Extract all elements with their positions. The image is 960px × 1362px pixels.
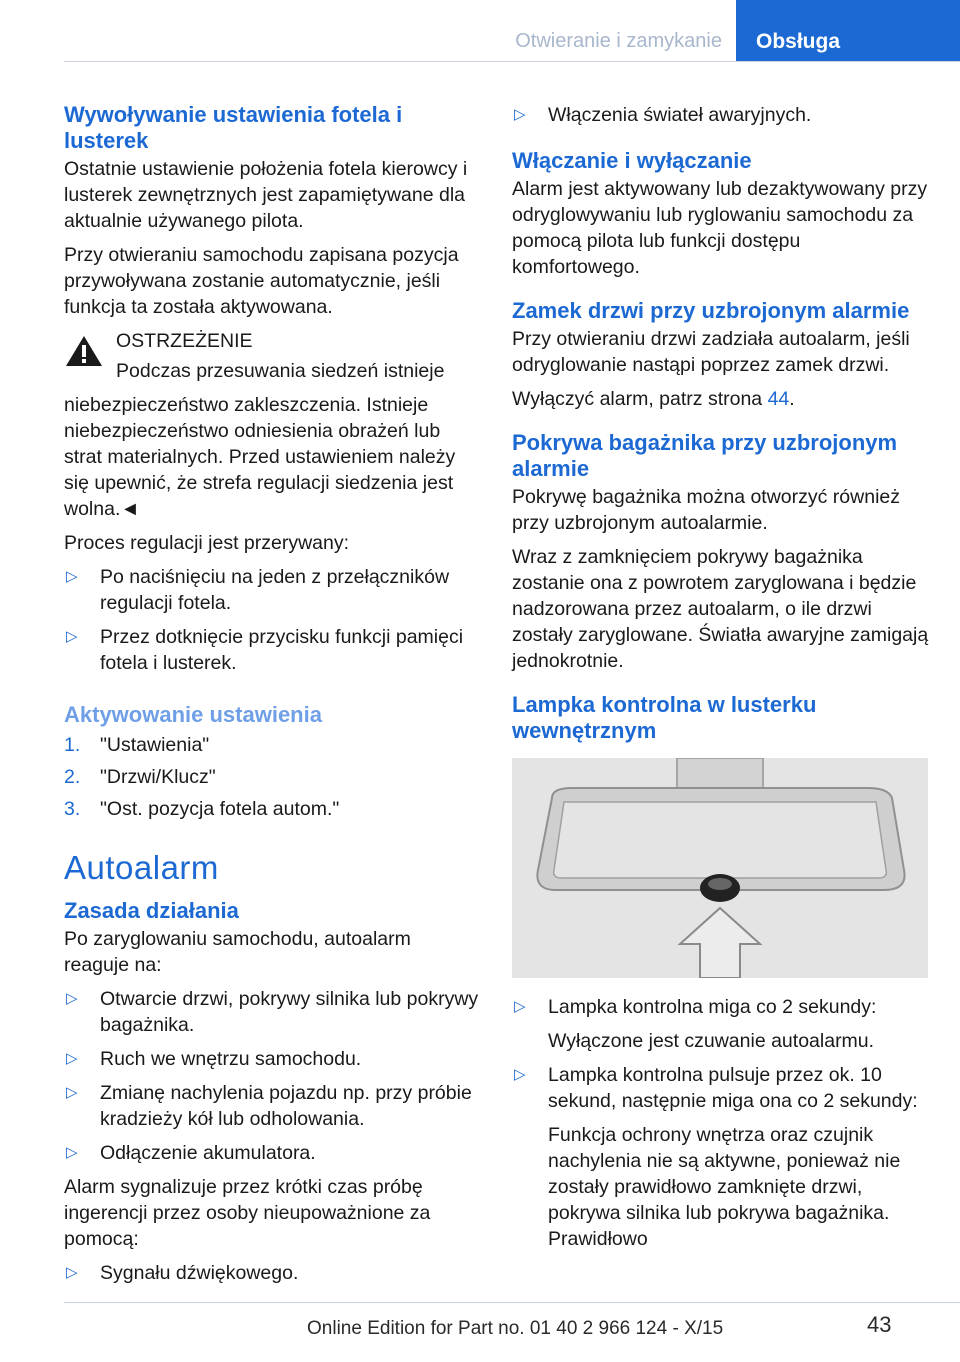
page-number: 43 <box>867 1312 892 1337</box>
left-column <box>64 102 480 1294</box>
mirror-illustration <box>512 758 928 978</box>
warning-text: niebezpieczeństwo zakleszczenia. Istnieje niebezpieczeństwo odniesienia obrażeń lub strat materialnych. Przed ustawieniem należy się upewnić, że strefa regulacji siedzenia jest wolna.◄ <box>64 394 456 520</box>
bullet-icon: ▷ <box>66 1084 78 1101</box>
paragraph: Wyłączyć alarm, patrz strona 44. <box>512 388 795 410</box>
paragraph: Alarm jest aktywowany lub dezaktywowany przy odryglowywaniu lub ryglowaniu samochodu za pomocą pilota lub funkcji dostępu komfortowego. <box>512 178 928 278</box>
right-column <box>512 102 932 1260</box>
list-item: ▷ Odłączenie akumulatora. <box>66 1142 316 1164</box>
paragraph: Po zaryglowaniu samochodu, autoalarm reaguje na: <box>64 928 411 976</box>
section-title: Otwieranie i zamykanie <box>515 30 722 52</box>
chapter-heading-alarm: Autoalarm <box>64 849 219 886</box>
warning-box <box>64 328 480 384</box>
warning-triangle-icon <box>64 334 104 368</box>
edition-text: Online Edition for Part no. 01 40 2 966 124 - X/15 <box>307 1318 724 1339</box>
list-item: 1. "Ustawienia" <box>64 734 210 756</box>
list-item: ▷ Otwarcie drzwi, pokrywy silnika lub pokrywy bagażnika. <box>66 988 479 1036</box>
bullet-icon: ▷ <box>514 1066 526 1083</box>
paragraph: Proces regulacji jest przerywany: <box>64 532 350 554</box>
bullet-icon: ▷ <box>514 106 526 123</box>
list-item: ▷ Włączenia świateł awaryjnych. <box>514 104 812 126</box>
paragraph: Wyłączone jest czuwanie autoalarmu. <box>548 1030 875 1052</box>
heading-indicator-lamp: Lampka kontrolna w lusterku wewnętrznym <box>512 692 817 743</box>
heading-recall-settings: Wywoływanie ustawienia fotela i lusterek <box>64 102 403 153</box>
paragraph: Przy otwieraniu samochodu zapisana pozycja przywoływana zostanie automatycznie, jeśli funkcja ta została aktywowana. <box>64 244 459 318</box>
list-item: ▷ Zmianę nachylenia pojazdu np. przy próbie kradzieży kół lub odholowania. <box>66 1082 472 1130</box>
paragraph: Ostatnie ustawienie położenia fotela kierowcy i lusterek zewnętrznych jest zapamiętywane dla aktualnie używanego pilota. <box>64 158 468 232</box>
footer-rule <box>64 1302 960 1303</box>
bullet-icon: ▷ <box>66 1264 78 1281</box>
list-item: ▷ Przez dotknięcie przycisku funkcji pamięci fotela i lusterek. <box>66 626 464 674</box>
list-item: 2. "Drzwi/Klucz" <box>64 766 216 788</box>
heading-trunk-lid: Pokrywa bagażnika przy uzbrojonym alarmie <box>512 430 898 481</box>
list-item: ▷ Lampka kontrolna pulsuje przez ok. 10 sekund, następnie miga ona co 2 sekundy: <box>514 1064 918 1112</box>
bullet-icon: ▷ <box>514 998 526 1015</box>
chapter-tab: Obsługa <box>736 0 960 62</box>
page-header <box>0 0 960 62</box>
warning-first-line: Podczas przesuwania siedzeń istnieje <box>116 360 445 382</box>
list-item: 3. "Ost. pozycja fotela autom." <box>64 798 340 820</box>
bullet-icon: ▷ <box>66 568 78 585</box>
heading-principle: Zasada działania <box>64 898 239 923</box>
bullet-icon: ▷ <box>66 1144 78 1161</box>
list-item: ▷ Ruch we wnętrzu samochodu. <box>66 1048 362 1070</box>
paragraph: Pokrywę bagażnika można otworzyć również przy uzbrojonym autoalarmie. <box>512 486 901 534</box>
list-item: ▷ Lampka kontrolna miga co 2 sekundy: <box>514 996 877 1018</box>
bullet-icon: ▷ <box>66 628 78 645</box>
page-link[interactable]: 44 <box>767 388 790 410</box>
paragraph: Funkcja ochrony wnętrza oraz czujnik nachylenia nie są aktywne, ponieważ nie zostały prawidłowo zamknięte drzwi, pokrywa silnika lub pokrywa bagażnika. Prawidłowo <box>548 1124 901 1250</box>
bullet-icon: ▷ <box>66 1050 78 1067</box>
bullet-icon: ▷ <box>66 990 78 1007</box>
heading-activate-setting: Aktywowanie ustawienia <box>64 702 322 727</box>
warning-title: OSTRZEŻENIE <box>116 330 253 352</box>
paragraph: Wraz z zamknięciem pokrywy bagażnika zostanie ona z powrotem zaryglowana i będzie nadzorowana przez autoalarm, o ile drzwi zostały zaryglowane. Światła awaryjne zamigają jednokrotnie. <box>512 546 929 672</box>
header-rule <box>64 61 960 62</box>
list-item: ▷ Sygnału dźwiękowego. <box>66 1262 299 1284</box>
heading-on-off: Włączanie i wyłączanie <box>512 148 752 173</box>
heading-door-lock: Zamek drzwi przy uzbrojonym alarmie <box>512 298 910 323</box>
list-item: ▷ Po naciśnięciu na jeden z przełączników regulacji fotela. <box>66 566 450 614</box>
paragraph: Alarm sygnalizuje przez krótki czas próbę ingerencji przez osoby nieupoważnione za pomocą: <box>64 1176 431 1250</box>
paragraph: Przy otwieraniu drzwi zadziała autoalarm, jeśli odryglowanie nastąpi poprzez zamek drzwi. <box>512 328 910 376</box>
